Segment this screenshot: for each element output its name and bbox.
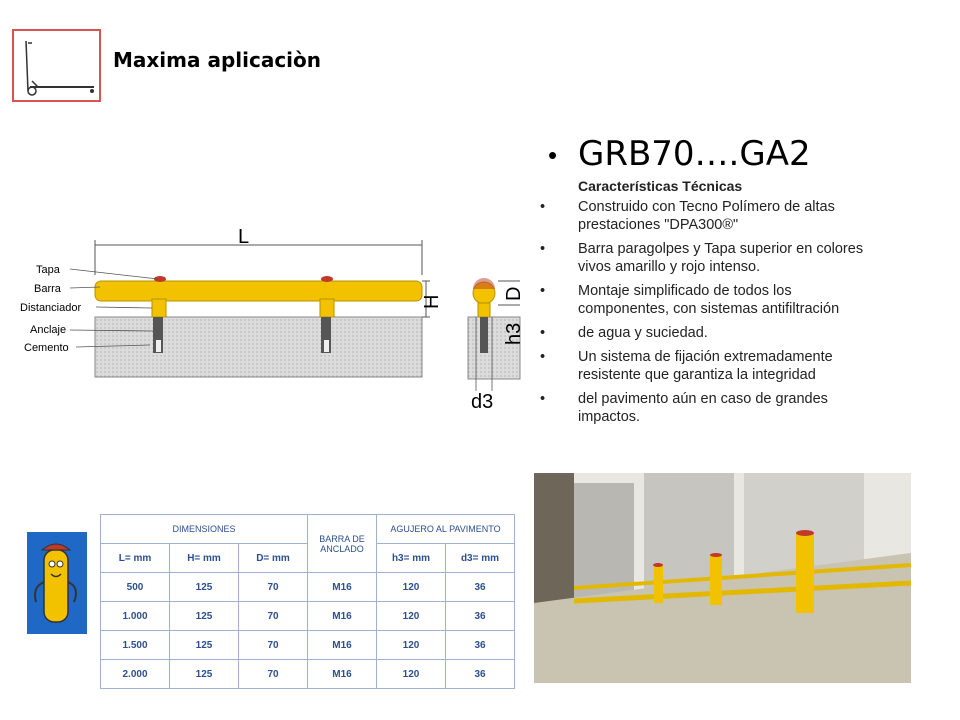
cell: 500 <box>101 573 170 602</box>
label-distanciador: Distanciador <box>20 302 82 314</box>
dim-D-label: D <box>503 286 525 301</box>
dim-h3-label: h3 <box>503 322 525 345</box>
cell: 70 <box>239 573 308 602</box>
cell: 120 <box>377 631 446 660</box>
logo-box <box>12 29 101 102</box>
cell: 36 <box>446 573 515 602</box>
mascot-bollard-icon <box>27 532 87 634</box>
concrete-block <box>95 317 422 377</box>
th-D: D= mm <box>239 544 308 573</box>
spacer-left <box>152 299 166 317</box>
cap-right <box>321 276 333 282</box>
cell: M16 <box>308 573 377 602</box>
spec-item: • del pavimento aún en caso de grandes impactos. <box>540 391 828 425</box>
bumper-bar <box>95 281 422 301</box>
th-dimensiones: DIMENSIONES <box>101 515 308 544</box>
spec-item: • Un sistema de fijación extremadamente resistente que garantiza la integridad <box>540 349 833 383</box>
dim-L-label: L <box>238 226 250 248</box>
header-title: Maxima aplicaciòn <box>113 48 322 72</box>
th-d3: d3= mm <box>446 544 515 573</box>
th-barra: BARRA DE ANCLADO <box>308 515 377 573</box>
cell: 125 <box>170 660 239 689</box>
cell: 36 <box>446 602 515 631</box>
cell: M16 <box>308 602 377 631</box>
cell: 70 <box>239 602 308 631</box>
title-bullet: • <box>548 140 558 170</box>
th-L: L= mm <box>101 544 170 573</box>
th-h3: h3= mm <box>377 544 446 573</box>
cell: 36 <box>446 631 515 660</box>
table-row <box>101 660 515 689</box>
spec-list <box>540 198 880 432</box>
spec-item: • Barra paragolpes y Tapa superior en colores vivos amarillo y rojo intenso. <box>540 241 864 275</box>
dim-d3-label: d3 <box>471 391 494 413</box>
table-row <box>101 631 515 660</box>
mascot-image <box>27 532 87 634</box>
cell: 70 <box>239 631 308 660</box>
label-barra: Barra <box>34 283 61 295</box>
cell: 125 <box>170 602 239 631</box>
cell: 120 <box>377 602 446 631</box>
dim-H-label: H <box>421 294 443 309</box>
spacer-right <box>320 299 334 317</box>
installation-photo <box>534 473 911 683</box>
cell: 36 <box>446 660 515 689</box>
cell: 1.000 <box>101 602 170 631</box>
cell: 120 <box>377 573 446 602</box>
cell: 1.500 <box>101 631 170 660</box>
cell: M16 <box>308 631 377 660</box>
label-anclaje: Anclaje <box>30 324 67 336</box>
product-title: GRB70….GA2 <box>578 134 811 174</box>
table-row <box>101 573 515 602</box>
technical-diagram <box>20 215 525 415</box>
table-row <box>101 602 515 631</box>
pallet-truck-icon <box>14 31 99 100</box>
cell: 70 <box>239 660 308 689</box>
label-cemento: Cemento <box>24 342 69 354</box>
spec-item: • Construido con Tecno Polímero de altas prestaciones "DPA300®" <box>540 199 835 233</box>
spec-table <box>100 514 515 689</box>
cell: 125 <box>170 631 239 660</box>
th-H: H= mm <box>170 544 239 573</box>
cell: M16 <box>308 660 377 689</box>
cell: 2.000 <box>101 660 170 689</box>
cell: 125 <box>170 573 239 602</box>
label-tapa: Tapa <box>36 264 60 276</box>
cell: 120 <box>377 660 446 689</box>
spec-item: • Montaje simplificado de todos los componentes, con sistemas antifiltración <box>540 283 840 317</box>
spec-item: • de agua y suciedad. <box>540 325 708 341</box>
spec-heading: Características Técnicas <box>578 178 743 194</box>
th-agujero: AGUJERO AL PAVIMENTO <box>377 515 515 544</box>
